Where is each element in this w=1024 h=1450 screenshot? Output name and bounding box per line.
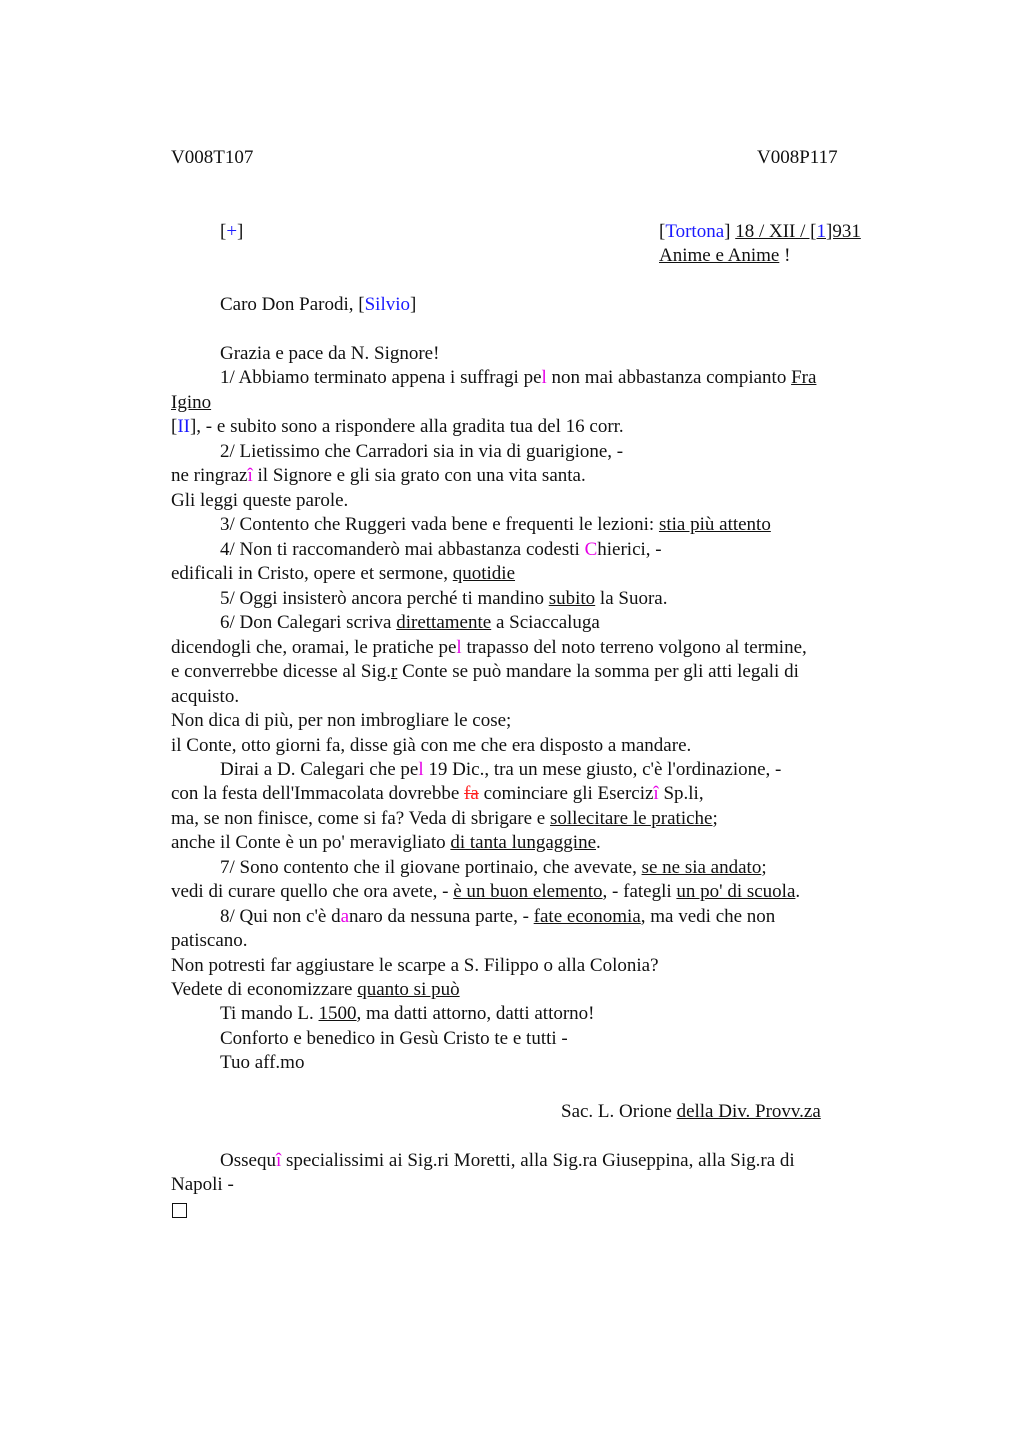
closing: Tuo aff.mo [220, 1052, 305, 1073]
document-code-right: V008P117 [757, 147, 838, 168]
body-line: dicendogli che, oramai, le pratiche pel trapasso del noto terreno volgono al termine, [171, 637, 807, 658]
body-line: 6/ Don Calegari scriva direttamente a Sciaccaluga [220, 612, 600, 633]
body-line: Non potresti far aggiustare le scarpe a S. Filippo o alla Colonia? [171, 955, 659, 976]
body-line: 5/ Oggi insisterò ancora perché ti mandino subito la Suora. [220, 588, 668, 609]
bracket-open: [ [220, 221, 227, 242]
body-line: Gli leggi queste parole. [171, 490, 349, 511]
signature [561, 1100, 821, 1124]
body-line: Grazia e pace da N. Signore! [220, 343, 440, 364]
signature-title: della Div. Provv.za [676, 1101, 821, 1122]
postscript-line: Napoli - [171, 1174, 234, 1195]
end-box-icon [172, 1200, 187, 1224]
body-line: anche il Conte è un po' meravigliato di tanta lungaggine. [171, 832, 601, 853]
body-line: acquisto. [171, 686, 240, 707]
body-line: Dirai a D. Calegari che pel 19 Dic., tra un mese giusto, c'è l'ordinazione, - [220, 759, 782, 780]
document-code-left: V008T107 [171, 147, 254, 168]
struck-text: fa [464, 783, 479, 804]
body-line: vedi di curare quello che ora avete, - è un buon elemento, - fategli un po' di scuola. [171, 881, 801, 902]
body-line: il Conte, otto giorni fa, disse già con me che era disposto a mandare. [171, 735, 692, 756]
body-line: Conforto e benedico in Gesù Cristo te e tutti - [220, 1028, 568, 1049]
body-line: con la festa dell'Immacolata dovrebbe fa cominciare gli Esercizî Sp.li, [171, 783, 704, 804]
body-line: ne ringrazî il Signore e gli sia grato con una vita santa. [171, 465, 586, 486]
bracket-open: [ [659, 221, 666, 242]
letter-subtitle [659, 244, 790, 268]
postscript-line: Ossequî specialissimi ai Sig.ri Moretti, alla Sig.ra Giuseppina, alla Sig.ra di [220, 1150, 795, 1171]
body-line: 7/ Sono contento che il giovane portinaio, che avevate, se ne sia andato; [220, 857, 767, 878]
body-line: 3/ Contento che Ruggeri vada bene e frequenti le lezioni: stia più attento [220, 514, 771, 535]
letter-date: 18 / XII / [1]931 [735, 221, 861, 242]
body-line: Non dica di più, per non imbrogliare le cose; [171, 710, 512, 731]
salutation: Caro Don Parodi, [Silvio] [220, 294, 417, 315]
cross-marker [220, 220, 243, 244]
body-line: patiscano. [171, 930, 248, 951]
recipient-name: Silvio [364, 294, 410, 315]
signature-name: Sac. L. Orione [561, 1101, 677, 1122]
body-line: Vedete di economizzare quanto si può [171, 979, 460, 1000]
body-line: 4/ Non ti raccomanderò mai abbastanza codesti Chierici, - [220, 539, 662, 560]
subtitle-mark: ! [779, 245, 791, 266]
body-line: edificali in Cristo, opere et sermone, quotidie [171, 563, 516, 584]
body-line: 8/ Qui non c'è danaro da nessuna parte, - fate economia, ma vedi che non [220, 906, 776, 927]
cross-symbol: + [226, 221, 238, 242]
bracket-close: ] [724, 221, 731, 242]
place-name: Tortona [665, 221, 725, 242]
body-line: [II], - e subito sono a rispondere alla gradita tua del 16 corr. [171, 416, 624, 437]
subtitle-text: Anime e Anime [659, 245, 780, 266]
place-date [659, 220, 861, 244]
body-line: Igino [171, 392, 212, 413]
body-line: 2/ Lietissimo che Carradori sia in via di guarigione, - [220, 441, 624, 462]
body-line: ma, se non finisce, come si fa? Veda di sbrigare e sollecitare le pratiche; [171, 808, 718, 829]
body-line: 1/ Abbiamo terminato appena i suffragi pel non mai abbastanza compianto Fra [220, 367, 817, 388]
body-line: e converrebbe dicesse al Sig.r Conte se può mandare la somma per gli atti legali di [171, 661, 799, 682]
body-line: Ti mando L. 1500, ma datti attorno, datti attorno! [220, 1003, 595, 1024]
bracket-close: ] [237, 221, 244, 242]
